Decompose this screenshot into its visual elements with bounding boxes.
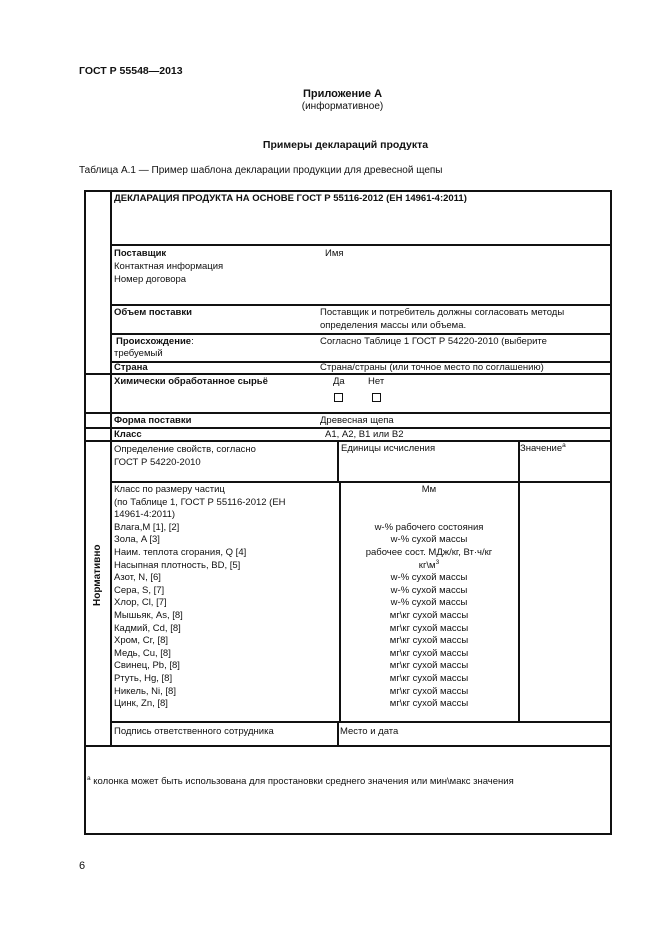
property-unit — [339, 585, 519, 598]
property-name: Свинец, Pb, [8] — [114, 660, 180, 672]
property-name: Хлор, Cl, [7] — [114, 597, 167, 609]
property-name: Мышьяк, As, [8] — [114, 610, 183, 621]
property-unit-text: w-% сухой массы — [390, 584, 468, 596]
property-unit — [339, 648, 519, 661]
property-unit-text: мг\кг сухой массы — [389, 685, 469, 697]
property-name: Кадмий, Cd, [8] — [114, 622, 181, 634]
property-name: Насыпная плотность, BD, [5] — [114, 559, 241, 571]
property-unit-text: мг\кг сухой массы — [389, 647, 469, 659]
supplier-contact: Контактная информация — [114, 261, 224, 272]
property-unit — [339, 597, 519, 610]
property-unit — [339, 686, 519, 699]
property-name: Сера, S, [7] — [114, 584, 165, 596]
supplier-label: Поставщик — [114, 248, 167, 259]
property-name: Никель, Ni, [8] — [114, 685, 176, 697]
property-unit-text: мг\кг сухой массы — [389, 622, 469, 634]
column-divider — [337, 440, 339, 482]
property-unit-text: мг\кг сухой массы — [389, 635, 469, 647]
class-label: Класс — [114, 429, 142, 440]
property-unit — [339, 572, 519, 585]
supplier-name: Имя — [325, 248, 344, 259]
property-name: Цинк, Zn, [8] — [114, 698, 168, 710]
row-divider — [111, 244, 612, 246]
row-divider — [111, 721, 612, 723]
value-header-footnote-mark: а — [562, 441, 566, 449]
volume-text-2: определения массы или объема. — [320, 320, 467, 331]
row-divider — [84, 412, 612, 414]
property-name: Наим. теплота сгорания, Q [4] — [114, 547, 247, 558]
property-unit — [339, 623, 519, 636]
property-unit-text: мг\кг сухой массы — [389, 660, 469, 672]
property-unit-text: w-% сухой массы — [390, 572, 468, 584]
origin-text: Согласно Таблице 1 ГОСТ Р 54220-2010 (выберите — [320, 336, 547, 347]
standard-number: ГОСТ Р 55548—2013 — [79, 65, 183, 77]
annex-title: Приложение А — [302, 88, 383, 100]
property-unit-superscript: 3 — [435, 558, 440, 566]
particle-line-1: Класс по размеру частиц — [114, 484, 225, 495]
chemical-yes-checkbox[interactable] — [334, 393, 343, 402]
particle-line-2: (по Таблице 1, ГОСТ Р 55116-2012 (ЕН — [114, 496, 286, 508]
chemical-no-checkbox[interactable] — [372, 393, 381, 402]
property-name: Влага,M [1], [2] — [114, 521, 180, 533]
property-unit-text: w-% сухой массы — [390, 597, 468, 609]
declaration-title: ДЕКЛАРАЦИЯ ПРОДУКТА НА ОСНОВЕ ГОСТ Р 55116-2012 (ЕН 14961-4:2011) — [114, 193, 467, 204]
column-divider — [337, 721, 339, 746]
property-unit — [339, 660, 519, 673]
value-header: Значение — [520, 443, 563, 454]
row-divider — [84, 745, 612, 747]
units-header: Единицы исчисления — [341, 443, 436, 454]
props-header-line-1: Определение свойств, согласно — [114, 444, 256, 455]
property-name: Азот, N, [6] — [114, 572, 161, 584]
property-unit-text: мг\кг сухой массы — [389, 698, 469, 710]
particle-unit: Мм — [421, 484, 437, 495]
property-unit — [339, 534, 519, 547]
origin-required: требуемый — [114, 348, 163, 359]
property-unit-text: w-% сухой массы — [390, 534, 468, 546]
props-header-line-2: ГОСТ Р 54220-2010 — [114, 457, 201, 468]
property-unit — [339, 610, 519, 623]
property-unit-text: мг\кг сухой массы — [389, 673, 469, 684]
country-text: Страна/страны (или точное место по соглашению) — [320, 362, 544, 373]
property-unit-text: кг\м — [418, 559, 436, 571]
property-name: Ртуть, Hg, [8] — [114, 673, 173, 684]
table-caption: Таблица А.1 — Пример шаблона декларации продукции для древесной щепы — [79, 165, 443, 176]
class-value: А1, А2, В1 или В2 — [325, 429, 404, 440]
property-unit-text: мг\кг сухой массы — [389, 610, 469, 621]
chemical-no-label: Нет — [368, 376, 385, 387]
property-unit-text: рабочее сост. МДж/кг, Вт·ч/кг — [365, 547, 493, 558]
column-divider — [110, 190, 112, 746]
volume-label: Объем поставки — [114, 307, 192, 318]
property-name: Зола, A [3] — [114, 534, 160, 546]
chemical-label: Химически обработанное сырьё — [114, 376, 268, 387]
origin-label: Происхождение — [116, 336, 192, 347]
property-unit-text: w-% рабочего состояния — [374, 521, 484, 533]
property-unit — [339, 698, 519, 711]
property-name: Медь, Cu, [8] — [114, 647, 171, 659]
particle-line-3: 14961-4:2011) — [114, 509, 176, 521]
normative-vertical-label: Нормативно — [92, 544, 103, 606]
footnote-text: колонка может быть использована для простановки среднего значения или мин\макс значения — [90, 776, 514, 787]
volume-text-1: Поставщик и потребитель должны согласовать методы — [320, 307, 565, 318]
property-name: Хром, Cr, [8] — [114, 635, 169, 647]
supplier-contract: Номер договора — [114, 274, 187, 285]
property-unit — [339, 547, 519, 560]
form-value: Древесная щепа — [320, 415, 394, 426]
property-unit — [339, 635, 519, 648]
annex-subtitle: (информативное) — [301, 101, 384, 112]
place-date-label: Место и дата — [340, 726, 399, 737]
origin-colon: : — [191, 336, 194, 347]
form-label: Форма поставки — [114, 415, 192, 426]
chemical-yes-label: Да — [333, 376, 345, 387]
property-unit — [339, 560, 519, 573]
country-label: Страна — [114, 362, 148, 373]
footnote-mark: а — [87, 774, 91, 782]
signature-label: Подпись ответственного сотрудника — [114, 726, 274, 737]
row-divider — [111, 481, 612, 483]
property-unit — [339, 522, 519, 535]
section-title: Примеры деклараций продукта — [262, 139, 429, 151]
page-number: 6 — [79, 860, 86, 872]
row-divider — [111, 304, 612, 306]
property-unit — [339, 673, 519, 686]
row-divider — [111, 333, 612, 335]
